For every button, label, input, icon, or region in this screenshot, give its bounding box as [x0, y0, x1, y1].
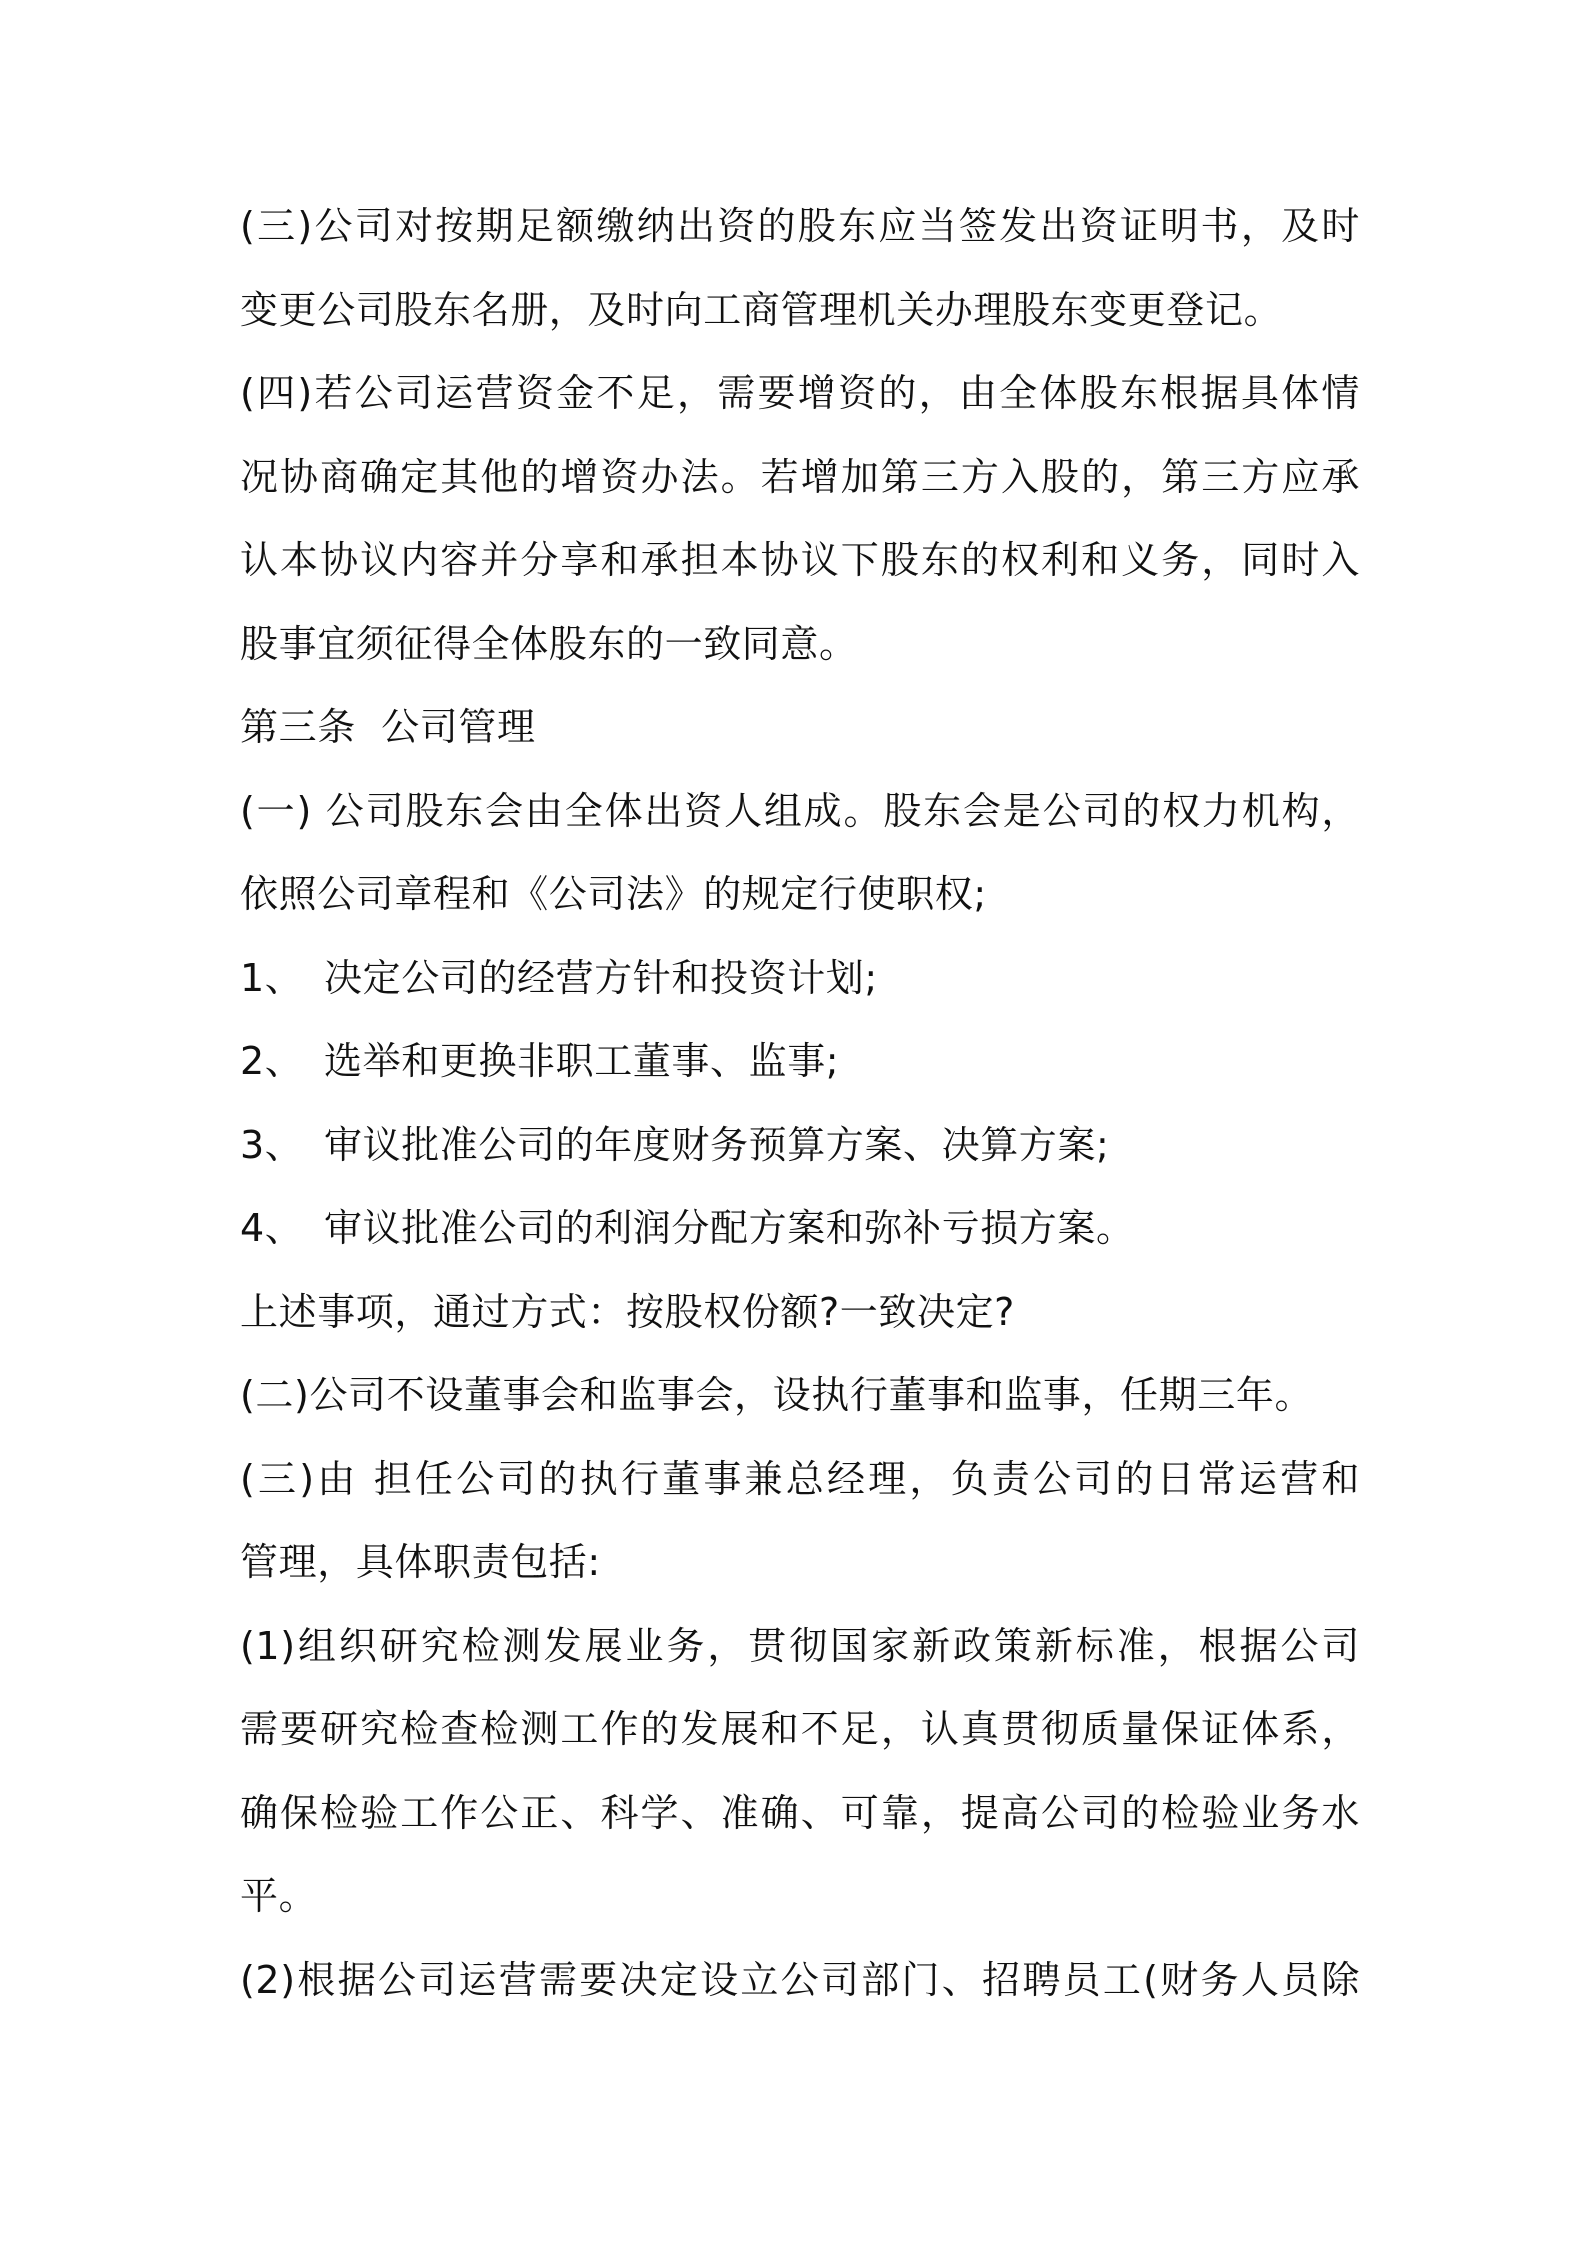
- list-item-number: 4、: [240, 1206, 304, 1250]
- paragraph-line: 依照公司章程和《公司法》的规定行使职权;: [240, 872, 987, 916]
- list-item-text: 选举和更换非职工董事、监事;: [324, 1039, 840, 1083]
- list-item-number: 3、: [240, 1122, 304, 1167]
- paragraph-line: (2)根据公司运营需要决定设立公司部门、招聘员工(财务人员除: [240, 1957, 1360, 2002]
- list-item: [240, 937, 1360, 1021]
- paragraph-line: 管理，具体职责包括:: [240, 1540, 601, 1584]
- paragraph-line: 股事宜须征得全体股东的一致同意。: [240, 621, 858, 666]
- list-item: [240, 1104, 1360, 1188]
- section-heading: 第三条 公司管理: [240, 705, 536, 749]
- list-item: [240, 1020, 1360, 1104]
- list-item: [240, 1187, 1360, 1271]
- paragraph-line: 认本协议内容并分享和承担本协议下股东的权利和义务，同时入: [240, 538, 1360, 582]
- document-body: [240, 185, 1360, 2022]
- paragraph-line: 需要研究检查检测工作的发展和不足，认真贯彻质量保证体系，: [240, 1707, 1360, 1751]
- paragraph-line: 变更公司股东名册，及时向工商管理机关办理股东变更登记。: [240, 287, 1283, 332]
- paragraph-line: (一) 公司股东会由全体出资人组成。股东会是公司的权力机构，: [240, 788, 1360, 833]
- paragraph-line: (三)公司对按期足额缴纳出资的股东应当签发出资证明书，及时: [240, 204, 1360, 248]
- paragraph-line: 上述事项，通过方式：按股权份额?一致决定?: [240, 1289, 1015, 1334]
- paragraph-line: (四)若公司运营资金不足，需要增资的，由全体股东根据具体情: [240, 371, 1360, 415]
- list-item-number: 2、: [240, 1039, 304, 1083]
- list-item-number: 1、: [240, 955, 304, 1000]
- paragraph-line: (二)公司不设董事会和监事会，设执行董事和监事，任期三年。: [240, 1373, 1314, 1417]
- list-item-text: 审议批准公司的利润分配方案和弥补亏损方案。: [324, 1206, 1135, 1250]
- list-item-text: 审议批准公司的年度财务预算方案、决算方案;: [324, 1122, 1110, 1167]
- paragraph-line: (1)组织研究检测发展业务，贯彻国家新政策新标准，根据公司: [240, 1623, 1360, 1668]
- paragraph-line: 确保检验工作公正、科学、准确、可靠，提高公司的检验业务水: [240, 1790, 1360, 1835]
- list-item-text: 决定公司的经营方针和投资计划;: [324, 955, 878, 1000]
- paragraph-line: 况协商确定其他的增资办法。若增加第三方入股的，第三方应承: [240, 454, 1360, 499]
- paragraph-line: 平。: [240, 1874, 318, 1918]
- paragraph-line: (三)由 担任公司的执行董事兼总经理，负责公司的日常运营和: [240, 1456, 1360, 1501]
